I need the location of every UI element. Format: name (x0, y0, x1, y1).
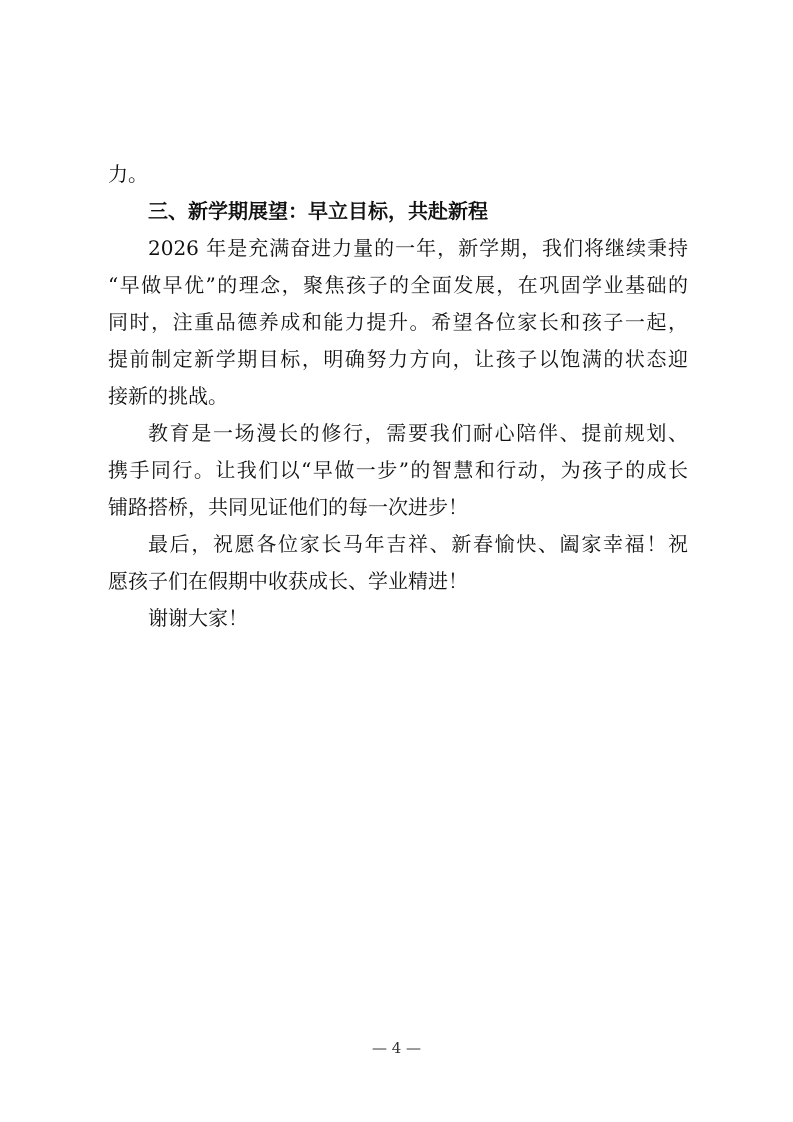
paragraph-line: 铺路搭桥，共同见证他们的每一次进步！ (108, 495, 468, 519)
section-heading: 三、新学期展望：早立目标，共赴新程 (148, 199, 488, 223)
paragraph-line: 提前制定新学期目标，明确努力方向，让孩子以饱满的状态迎 (108, 347, 688, 371)
page-number: — 4 — (371, 1039, 422, 1057)
paragraph-line: “早做早优”的理念，聚焦孩子的全面发展，在巩固学业基础的 (108, 273, 688, 297)
paragraph-line: 愿孩子们在假期中收获成长、学业精进！ (108, 569, 468, 593)
paragraph-line: 同时，注重品德养成和能力提升。希望各位家长和孩子一起， (108, 310, 688, 334)
paragraph-line: 最后，祝愿各位家长马年吉祥、新春愉快、阖家幸福！祝 (148, 532, 688, 556)
paragraph-line: 接新的挑战。 (108, 384, 228, 408)
paragraph-line: 携手同行。让我们以“早做一步”的智慧和行动，为孩子的成长 (108, 458, 688, 482)
paragraph-line: 教育是一场漫长的修行，需要我们耐心陪伴、提前规划、 (148, 421, 688, 445)
paragraph-line: 2026 年是充满奋进力量的一年，新学期，我们将继续秉持 (148, 236, 688, 260)
closing-line: 谢谢大家！ (148, 606, 248, 630)
paragraph-line: 力。 (108, 162, 148, 186)
